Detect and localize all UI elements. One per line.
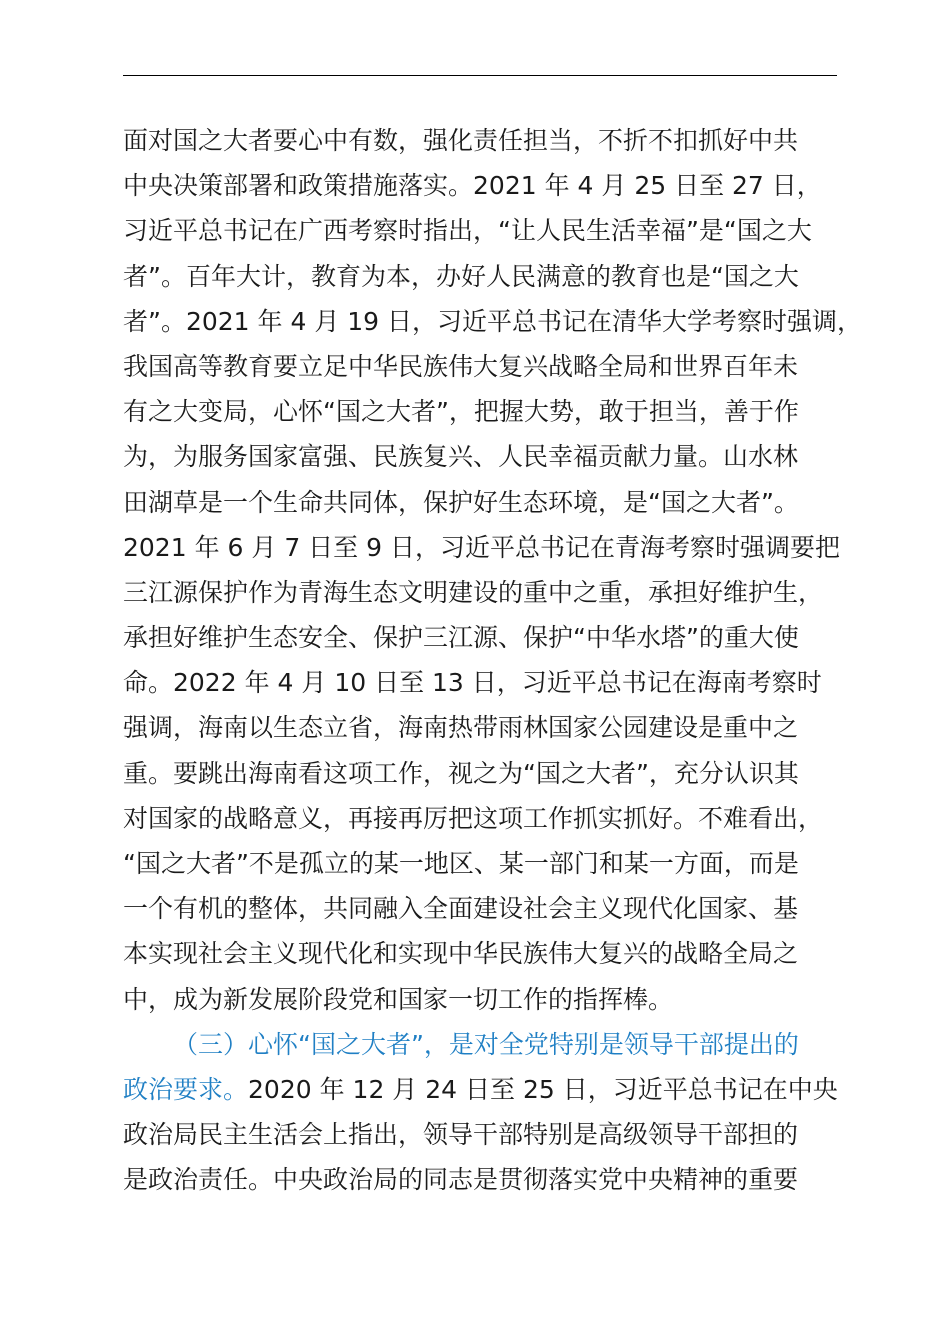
body-line: 命。2022 年 4 月 10 日至 13 日，习近平总书记在海南考察时	[123, 668, 822, 698]
body-line: “国之大者”不是孤立的某一地区、某一部门和某一方面，而是	[123, 849, 799, 878]
body-line: 政治局民主生活会上指出，领导干部特别是高级领导干部担的	[123, 1120, 799, 1150]
body-line: 承担好维护生态安全、保护三江源、保护“中华水塔”的重大使	[123, 623, 799, 653]
section-heading-end: 政治要求。	[123, 1074, 249, 1104]
body-line: 田湖草是一个生命共同体，保护好生态环境，是“国之大者”。	[123, 487, 799, 517]
body-line: 一个有机的整体，共同融入全面建设社会主义现代化国家、基	[123, 894, 799, 924]
body-line: 者”。百年大计，教育为本，办好人民满意的教育也是“国之大	[123, 261, 799, 291]
body-line: 中央决策部署和政策措施落实。2021 年 4 月 25 日至 27 日，	[123, 171, 822, 201]
body-line: 对国家的战略意义，再接再厉把这项工作抓实抓好。不难看出，	[123, 803, 824, 833]
body-line: 为，为服务国家富强、民族复兴、人民幸福贡献力量。山水林	[123, 442, 799, 472]
body-line: 是政治责任。中央政治局的同志是贯彻落实党中央精神的重要	[123, 1165, 799, 1195]
body-line: 三江源保护作为青海生态文明建设的重中之重，承担好维护生，	[123, 577, 824, 607]
body-line: 面对国之大者要心中有数，强化责任担当，不折不扣抓好中共	[123, 126, 799, 155]
body-line: 中，成为新发展阶段党和国家一切工作的指挥棒。	[123, 984, 674, 1014]
body-line: 2021 年 6 月 7 日至 9 日，习近平总书记在青海考察时强调要把	[123, 532, 840, 562]
body-line: 重。要跳出海南看这项工作，视之为“国之大者”，充分认识其	[123, 758, 799, 788]
body-line: 习近平总书记在广西考察时指出，“让人民生活幸福”是“国之大	[123, 216, 812, 246]
section-heading: （三）心怀“国之大者”，是对全党特别是领导干部提出的	[173, 1029, 799, 1059]
section-heading-continuation	[123, 1067, 841, 1112]
body-line: 我国高等教育要立足中华民族伟大复兴战略全局和世界百年未	[123, 351, 799, 381]
header-rule	[123, 75, 837, 76]
body-line: 有之大变局，心怀“国之大者”，把握大势，敢于担当，善于作	[123, 397, 799, 427]
body-line: 本实现社会主义现代化和实现中华民族伟大复兴的战略全局之	[123, 939, 799, 969]
body-line: 强调，海南以生态立省，海南热带雨林国家公园建设是重中之	[123, 713, 799, 743]
document-body	[123, 118, 863, 1203]
body-text-run: 2020 年 12 月 24 日至 25 日，习近平总书记在中央	[248, 1074, 838, 1104]
body-line: 者”。2021 年 4 月 19 日，习近平总书记在清华大学考察时强调，	[123, 306, 863, 336]
